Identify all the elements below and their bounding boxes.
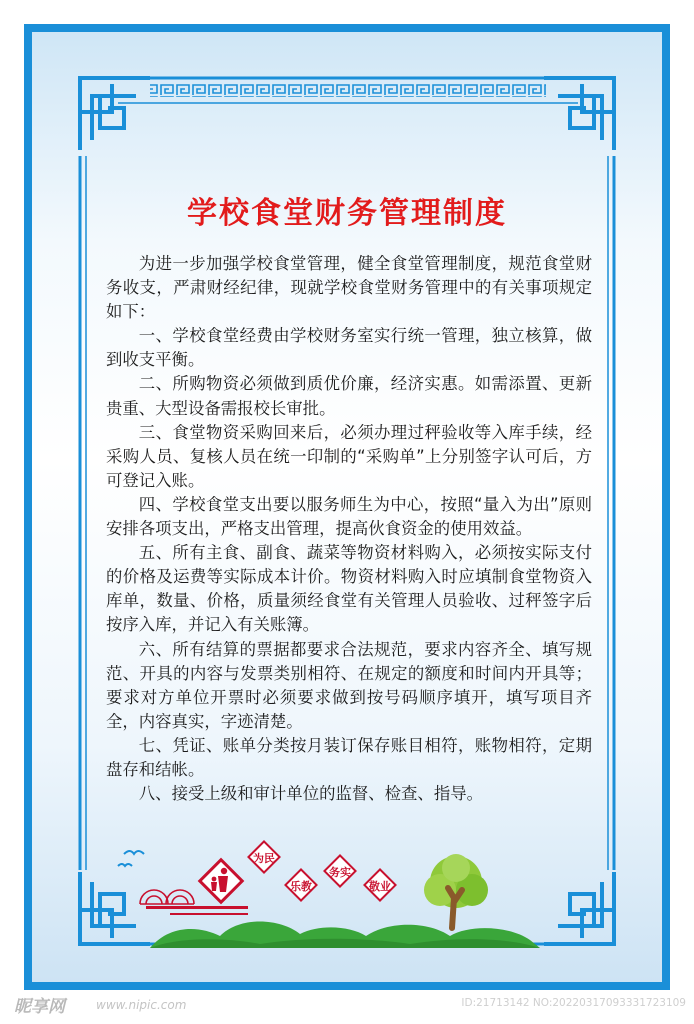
svg-text:为民: 为民 [253, 852, 275, 865]
intro-paragraph: 为进一步加强学校食堂管理，健全食堂管理制度，规范食堂财务收支，严肃财经纪律，现就学校食堂财务管理中的有关事项规定如下： [106, 254, 592, 322]
rule-4: 四、学校食堂支出要以服务师生为中心，按照“量入为出”原则安排各项支出，严格支出管理，提高伙食资金的使用效益。 [106, 494, 592, 539]
rule-5: 五、所有主食、副食、蔬菜等物资材料购入，必须按实际支付的价格及运费等实际成本计价。物资材料购入时应填制食堂物资入库单，数量、价格，质量须经食堂有关管理人员验收、过秤签字后按序入库，并记入有关账簿。 [106, 543, 592, 635]
rule-6: 六、所有结算的票据都要求合法规范，要求内容齐全、填写规范、开具的内容与发票类别相符、在规定的额度和时间内开具等；要求对方单位开票时必须要求做到按号码顺序填开，填写项目齐全，内容真实，字迹清楚。 [106, 639, 592, 731]
corner-knot-top-right [544, 78, 614, 150]
bottom-decoration [110, 840, 580, 950]
bird-icon [124, 851, 144, 854]
teacher-student-icon [200, 860, 242, 902]
watermark-logo: 昵享网 [14, 997, 65, 1017]
rule-2: 二、所购物资必须做到质优价廉，经济实惠。如需添置、更新贵重、大型设备需报校长审批。 [106, 374, 592, 418]
corner-knot-top-left [80, 78, 150, 150]
svg-text:务实: 务实 [329, 866, 351, 879]
rule-1: 一、学校食堂经费由学校财务室实行统一管理，独立核算，做到收支平衡。 [106, 326, 592, 370]
badge-乐教 [285, 869, 316, 900]
page-title: 学校食堂财务管理制度 [187, 196, 507, 231]
top-fret-band [150, 84, 546, 97]
rule-7: 七、凭证、账单分类按月装订保存账目相符，账物相符，定期盘存和结帐。 [106, 735, 592, 779]
svg-text:敬业: 敬业 [369, 880, 391, 893]
watermark-url: www.nipic.com [96, 998, 187, 1012]
badge-务实 [324, 855, 355, 886]
tree-icon [424, 854, 488, 928]
rule-3: 三、食堂物资采购回来后，必须办理过秤验收等入库手续，经采购人员、复核人员在统一印制的“采购单”上分别签字认可后，方可登记入账。 [106, 422, 592, 490]
regulation-body [106, 252, 592, 806]
bird-icon [118, 864, 132, 866]
svg-text:乐教: 乐教 [290, 880, 312, 893]
badge-敬业 [364, 869, 395, 900]
watermark-id: ID:21713142 NO:20220317093331723109 [461, 997, 686, 1009]
cloud-ornament [140, 890, 194, 904]
badge-为民 [248, 841, 279, 872]
rule-8: 八、接受上级和审计单位的监督、检查、指导。 [138, 784, 483, 804]
